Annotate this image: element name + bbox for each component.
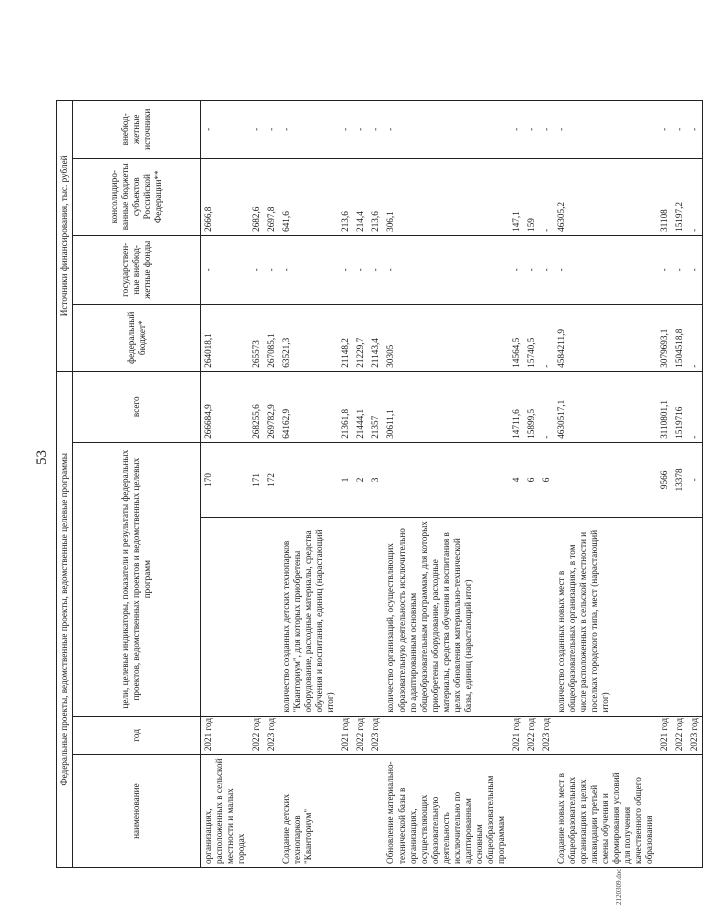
header-state-funds: государствен-ные внебюд-жетные фонды (73, 235, 201, 304)
table-row (509, 101, 524, 868)
header-name: наименование (73, 755, 201, 868)
cell-state-funds: - (509, 235, 524, 304)
cell-federal: 63521,3 (279, 304, 338, 371)
cell-regional: 31108 (657, 158, 672, 235)
cell-regional: 2682,6 (249, 158, 264, 235)
cell-indicator-value: 2 (353, 442, 368, 517)
header-year: год (73, 716, 201, 755)
table-row (539, 101, 554, 868)
cell-year (383, 716, 508, 755)
financing-table (56, 100, 703, 868)
cell-indicator: количество организаций, осуществляющих образовательную деятельность исключительно по адаптированным основным общеобразовательным программам, для которых приобретены оборудование, расходные материалы, средства обучения и воспитания в целях обновления материально-технической базы, единиц (нарастающий итог) (383, 518, 508, 717)
cell-federal: 265573 (249, 304, 264, 371)
cell-indicator (368, 518, 383, 717)
cell-indicator-value: 172 (264, 442, 279, 517)
cell-federal: 4584211,9 (554, 304, 657, 371)
table-row (264, 101, 279, 868)
cell-nonbudget: - (353, 101, 368, 159)
cell-indicator (672, 518, 687, 717)
cell-federal: 14564,5 (509, 304, 524, 371)
cell-indicator (201, 518, 250, 717)
cell-indicator (509, 518, 524, 717)
header-regional: консолидиро-ванные бюджеты субъектов Российской Федерации** (73, 158, 201, 235)
cell-indicator (338, 518, 353, 717)
cell-nonbudget: - (383, 101, 508, 159)
cell-indicator-value: 1 (338, 442, 353, 517)
cell-state-funds: - (353, 235, 368, 304)
cell-regional: 213,6 (368, 158, 383, 235)
cell-nonbudget: - (524, 101, 539, 159)
cell-year: 2023 год (264, 716, 279, 755)
header-federal: федеральный бюджет* (73, 304, 201, 371)
cell-name (672, 755, 687, 868)
cell-total: 64162,9 (279, 371, 338, 442)
cell-total: - (539, 371, 554, 442)
cell-regional: 306,1 (383, 158, 508, 235)
cell-year: 2021 год (509, 716, 524, 755)
cell-regional: 2697,8 (264, 158, 279, 235)
cell-total: 269782,9 (264, 371, 279, 442)
cell-name: организациях, расположенных в сельской местности и малых городах (201, 755, 250, 868)
table-row (554, 101, 657, 868)
cell-name (539, 755, 554, 868)
cell-indicator-value: 9566 (657, 442, 672, 517)
cell-federal: - (539, 304, 554, 371)
cell-federal: 21148,2 (338, 304, 353, 371)
cell-name (509, 755, 524, 868)
header-nonbudget: внебюд-жетные источники (73, 101, 201, 159)
cell-indicator-value: 170 (201, 442, 250, 517)
cell-year: 2022 год (249, 716, 264, 755)
cell-indicator-value (383, 442, 508, 517)
cell-indicator-value: - (687, 442, 703, 517)
cell-indicator-value (554, 442, 657, 517)
cell-year: 2023 год (368, 716, 383, 755)
cell-indicator-value: 4 (509, 442, 524, 517)
header-funding-group: Источники финансирования, тыс. рублей (57, 101, 73, 372)
cell-name: Создание новых мест в общеобразовательных организациях в целях ликвидации третьей смены обучения и формирования условий для получения качественного общего образования (554, 755, 657, 868)
cell-federal: 15740,5 (524, 304, 539, 371)
table-row (383, 101, 508, 868)
header-total: всего (73, 371, 201, 442)
cell-year: 2022 год (672, 716, 687, 755)
cell-federal: 21229,7 (353, 304, 368, 371)
cell-year: 2021 год (201, 716, 250, 755)
cell-nonbudget: - (687, 101, 703, 159)
cell-indicator (353, 518, 368, 717)
table-row (201, 101, 250, 868)
cell-year: 2023 год (687, 716, 703, 755)
cell-regional: 641,6 (279, 158, 338, 235)
header-goals: цели, целевые индикаторы, показатели и результаты федеральных проектов, ведомственных проектов и ведомственных целевых программ (73, 442, 201, 716)
cell-state-funds: - (383, 235, 508, 304)
cell-total: 1519716 (672, 371, 687, 442)
cell-state-funds: - (279, 235, 338, 304)
cell-state-funds: - (338, 235, 353, 304)
cell-federal: 267085,1 (264, 304, 279, 371)
cell-name (368, 755, 383, 868)
table-row (279, 101, 338, 868)
cell-name (249, 755, 264, 868)
table-row (657, 101, 672, 868)
table-row (687, 101, 703, 868)
cell-total: 4630517,1 (554, 371, 657, 442)
cell-state-funds: - (368, 235, 383, 304)
table-row (353, 101, 368, 868)
cell-indicator: количество созданных новых мест в общеобразовательных организациях, в том числе расположенных в сельской местности и поселках городского типа, мест (нарастающий итог) (554, 518, 657, 717)
cell-federal: 1504518,8 (672, 304, 687, 371)
cell-regional: 46305,2 (554, 158, 657, 235)
cell-regional: 2666,8 (201, 158, 250, 235)
cell-indicator-value: 13378 (672, 442, 687, 517)
cell-name: Обновление материально-технической базы в организациях, осуществляющих образовательную деятельность исключительно по адаптированным основным общеобразовательным программам (383, 755, 508, 868)
cell-nonbudget: - (279, 101, 338, 159)
cell-total: 21357 (368, 371, 383, 442)
cell-total: 268255,6 (249, 371, 264, 442)
header-projects-group: Федеральные проекты, ведомственные проекты, ведомственные целевые программы (57, 371, 73, 867)
cell-indicator (524, 518, 539, 717)
cell-year (554, 716, 657, 755)
cell-name (338, 755, 353, 868)
cell-state-funds: - (687, 235, 703, 304)
cell-nonbudget: - (539, 101, 554, 159)
table-body (201, 101, 703, 868)
cell-regional: - (687, 158, 703, 235)
cell-regional: 15197,2 (672, 158, 687, 235)
cell-nonbudget: - (264, 101, 279, 159)
cell-name: Создание детских технопарков "Кванториум" (279, 755, 338, 868)
cell-indicator-value: 6 (524, 442, 539, 517)
cell-federal: 3079693,1 (657, 304, 672, 371)
cell-federal: 264018,1 (201, 304, 250, 371)
cell-nonbudget: - (554, 101, 657, 159)
page-number: 53 (34, 450, 50, 465)
cell-total: 30611,1 (383, 371, 508, 442)
cell-name (687, 755, 703, 868)
cell-year: 2022 год (524, 716, 539, 755)
cell-year (279, 716, 338, 755)
cell-regional: - (539, 158, 554, 235)
table-row (368, 101, 383, 868)
cell-indicator-value: 3 (368, 442, 383, 517)
cell-year: 2021 год (657, 716, 672, 755)
cell-federal: 21143,4 (368, 304, 383, 371)
cell-regional: 159 (524, 158, 539, 235)
cell-year: 2022 год (353, 716, 368, 755)
cell-nonbudget: - (249, 101, 264, 159)
cell-name (657, 755, 672, 868)
cell-total: 21361,8 (338, 371, 353, 442)
cell-nonbudget: - (338, 101, 353, 159)
footer-filename: 2120309.doc (615, 868, 623, 905)
cell-indicator (687, 518, 703, 717)
cell-state-funds: - (657, 235, 672, 304)
table-row (524, 101, 539, 868)
cell-indicator (539, 518, 554, 717)
cell-indicator (264, 518, 279, 717)
cell-indicator-value (279, 442, 338, 517)
cell-year: 2021 год (338, 716, 353, 755)
cell-name (353, 755, 368, 868)
cell-total: 3110801,1 (657, 371, 672, 442)
cell-indicator-value: 171 (249, 442, 264, 517)
cell-total: - (687, 371, 703, 442)
cell-federal: 30305 (383, 304, 508, 371)
table-row (249, 101, 264, 868)
cell-state-funds: - (554, 235, 657, 304)
cell-indicator (249, 518, 264, 717)
cell-total: 266684,9 (201, 371, 250, 442)
cell-indicator (657, 518, 672, 717)
cell-federal: - (687, 304, 703, 371)
cell-state-funds: - (201, 235, 250, 304)
cell-regional: 213,6 (338, 158, 353, 235)
cell-state-funds: - (672, 235, 687, 304)
cell-nonbudget: - (201, 101, 250, 159)
cell-name (264, 755, 279, 868)
cell-nonbudget: - (368, 101, 383, 159)
cell-indicator: количество созданных детских технопарков "Кванториум", для которых приобретены оборудование, расходные материалы, средства обучения и воспитания, единиц (нарастающий итог) (279, 518, 338, 717)
table-row (672, 101, 687, 868)
cell-state-funds: - (539, 235, 554, 304)
cell-total: 14711,6 (509, 371, 524, 442)
cell-nonbudget: - (672, 101, 687, 159)
cell-nonbudget: - (657, 101, 672, 159)
cell-year: 2023 год (539, 716, 554, 755)
cell-state-funds: - (264, 235, 279, 304)
cell-state-funds: - (249, 235, 264, 304)
cell-total: 21444,1 (353, 371, 368, 442)
cell-name (524, 755, 539, 868)
cell-nonbudget: - (509, 101, 524, 159)
cell-indicator-value: 6 (539, 442, 554, 517)
cell-state-funds: - (524, 235, 539, 304)
cell-total: 15899,5 (524, 371, 539, 442)
cell-regional: 147,1 (509, 158, 524, 235)
table-row (338, 101, 353, 868)
cell-regional: 214,4 (353, 158, 368, 235)
